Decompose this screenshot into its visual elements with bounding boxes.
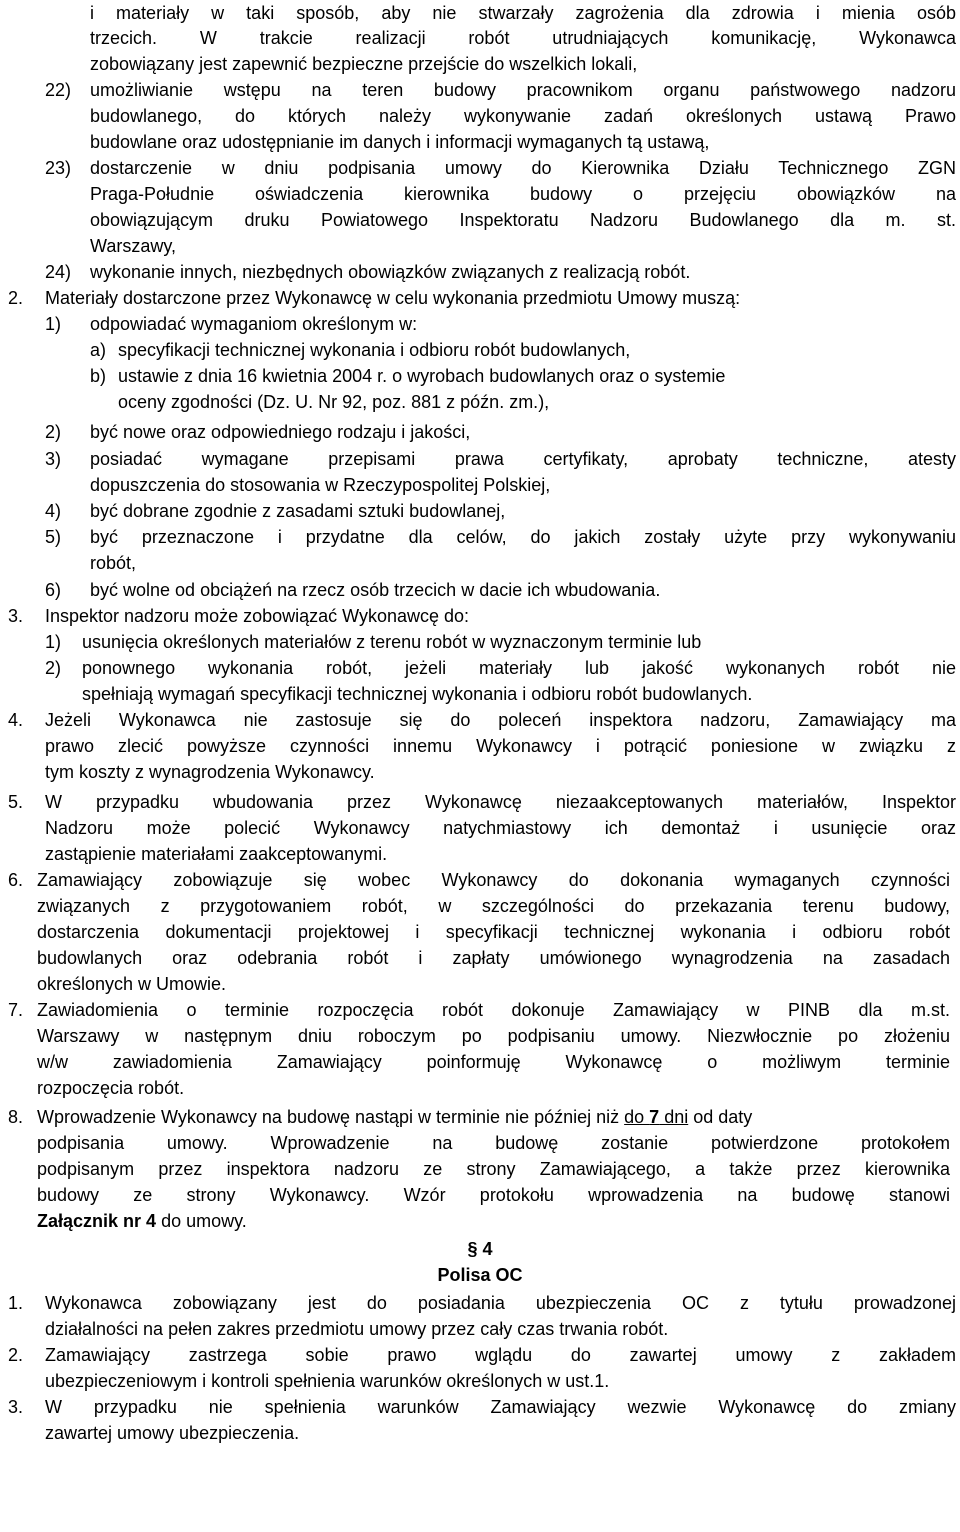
clause-number: 8. [8, 1107, 24, 1127]
paragraph-line: zawartej umowy ubezpieczenia. [45, 1423, 300, 1443]
item-number: 24) [45, 262, 72, 282]
paragraph-line: oceny zgodności (Dz. U. Nr 92, poz. 881 z późn. zm.), [118, 392, 550, 412]
paragraph-line: dopuszczenia do stosowania w Rzeczypospolitej Polskiej, [90, 475, 551, 495]
paragraph-line: być przeznaczone i przydatne dla celów, do jakich zostały użyte przy wykonywaniu [90, 527, 956, 547]
paragraph-line: budowlane oraz udostępnianie im danych i informacji wymaganych tą ustawą, [90, 132, 710, 152]
paragraph-line: dostarczenie w dniu podpisania umowy do Kierownika Działu Technicznego ZGN [90, 158, 956, 178]
text-run: od daty [688, 1107, 753, 1127]
paragraph-line: budowlanych oraz odebrania robót i zapłaty umówionego wynagrodzenia na zasadach [37, 948, 950, 968]
text-run: dni [659, 1107, 689, 1127]
paragraph-line: obowiązującym druku Powiatowego Inspektoratu Nadzoru Budowlanego dla m. st. [90, 210, 956, 230]
paragraph-line: robót, [90, 553, 137, 573]
item-number: 2) [45, 658, 62, 678]
paragraph-line: W przypadku nie spełnienia warunków Zamawiający wezwie Wykonawcę do zmiany [45, 1397, 956, 1417]
paragraph-line: usunięcia określonych materiałów z terenu robót w wyznaczonym terminie lub [82, 632, 702, 652]
underlined-deadline [624, 1107, 688, 1127]
deadline-days-value: 7 [649, 1107, 660, 1127]
paragraph-line: podpisanym przez inspektora nadzoru ze strony Zamawiającego, a także przez kierownika [37, 1159, 950, 1179]
paragraph-line: związanych z przygotowaniem robót, w szczególności do przekazania terenu budowy, [37, 896, 950, 916]
paragraph-line: Zamawiający zastrzega sobie prawo wglądu do zawartej umowy z zakładem [45, 1345, 956, 1365]
paragraph-line: zobowiązany jest zapewnić bezpieczne przejście do wszelkich lokali, [90, 54, 638, 74]
paragraph-line [37, 1104, 752, 1130]
paragraph-line: Inspektor nadzoru może zobowiązać Wykonawcę do: [45, 606, 470, 626]
item-number: 1) [45, 632, 62, 652]
paragraph-line: W przypadku wbudowania przez Wykonawcę niezaakceptowanych materiałów, Inspektor [45, 792, 956, 812]
paragraph-line: Materiały dostarczone przez Wykonawcę w celu wykonania przedmiotu Umowy muszą: [45, 288, 741, 308]
text-run: do umowy. [156, 1211, 247, 1231]
paragraph-line: trzecich. W trakcie realizacji robót utrudniających komunikację, Wykonawca [90, 28, 956, 48]
paragraph-line: ubezpieczeniowym i kontroli spełnienia warunków określonych w ust.1. [45, 1371, 610, 1391]
paragraph-line: posiadać wymagane przepisami prawa certyfikaty, aprobaty techniczne, atesty [90, 449, 956, 469]
paragraph-line: prawo zlecić powyższe czynności innemu Wykonawcy i potrącić poniesione w związku z [45, 736, 956, 756]
paragraph-line: dostarczenia dokumentacji projektowej i specyfikacji technicznej wykonania i odbioru robót [37, 922, 950, 942]
item-number: 22) [45, 80, 72, 100]
clause-number: 2. [8, 1345, 24, 1365]
paragraph-line: ustawie z dnia 16 kwietnia 2004 r. o wyrobach budowlanych oraz o systemie [118, 366, 726, 386]
clause-number: 3. [8, 1397, 24, 1417]
paragraph-line: i materiały w taki sposób, aby nie stwarzały zagrożenia dla zdrowia i mienia osób [90, 3, 956, 23]
clause-number: 2. [8, 288, 24, 308]
section-heading-number: § 4 [467, 1239, 493, 1259]
clause-number: 5. [8, 792, 24, 812]
paragraph-line: Nadzoru może polecić Wykonawcy natychmiastowy ich demontaż i usunięcie oraz [45, 818, 956, 838]
item-number: 23) [45, 158, 72, 178]
paragraph-line: budowy ze strony Wykonawcy. Wzór protokołu wprowadzenia na budowę stanowi [37, 1185, 950, 1205]
clause-number: 7. [8, 1000, 24, 1020]
item-number: 4) [45, 501, 62, 521]
paragraph-line: Praga-Południe oświadczenia kierownika budowy o przejęciu obowiązków na [90, 184, 956, 204]
item-number: 1) [45, 314, 62, 334]
paragraph-line: być dobrane zgodnie z zasadami sztuki budowlanej, [90, 501, 506, 521]
clause-number: 3. [8, 606, 24, 626]
paragraph-line: zastąpienie materiałami zaakceptowanymi. [45, 844, 388, 864]
paragraph-line: umożliwianie wstępu na teren budowy pracownikom organu państwowego nadzoru [90, 80, 956, 100]
paragraph-line: spełniają wymagań specyfikacji technicznej wykonania i odbioru robót budowlanych. [82, 684, 753, 704]
paragraph-line: określonych w Umowie. [37, 974, 227, 994]
item-number: 3) [45, 449, 62, 469]
paragraph-line: budowlanego, do których należy wykonywanie zadań określonych ustawą Prawo [90, 106, 956, 126]
item-number: 6) [45, 580, 62, 600]
paragraph-line: Wykonawca zobowiązany jest do posiadania ubezpieczenia OC z tytułu prowadzonej [45, 1293, 956, 1313]
attachment-reference: Załącznik nr 4 [37, 1211, 157, 1231]
item-number: 5) [45, 527, 62, 547]
text-run: Wprowadzenie Wykonawcy na budowę nastąpi w terminie nie później niż [37, 1107, 625, 1127]
paragraph-line: w/w zawiadomienia Zamawiający poinformuję Wykonawcę o możliwym terminie [37, 1052, 950, 1072]
paragraph-line: specyfikacji technicznej wykonania i odbioru robót budowlanych, [118, 340, 631, 360]
paragraph-line: Warszawy w następnym dniu roboczym po podpisaniu umowy. Niezwłocznie po złożeniu [37, 1026, 950, 1046]
paragraph-line: działalności na pełen zakres przedmiotu umowy przez cały czas trwania robót. [45, 1319, 669, 1339]
clause-number: 1. [8, 1293, 24, 1313]
item-number: 2) [45, 422, 62, 442]
paragraph-line: rozpoczęcia robót. [37, 1078, 185, 1098]
clause-number: 6. [8, 870, 24, 890]
paragraph-line: tym koszty z wynagrodzenia Wykonawcy. [45, 762, 375, 782]
paragraph-line: Warszawy, [90, 236, 177, 256]
item-letter: a) [90, 340, 107, 360]
paragraph-line: być wolne od obciążeń na rzecz osób trzecich w dacie ich wbudowania. [90, 580, 661, 600]
text-run: do [624, 1107, 650, 1127]
paragraph-line: być nowe oraz odpowiedniego rodzaju i jakości, [90, 422, 471, 442]
section-heading-title: Polisa OC [437, 1265, 523, 1285]
clause-number: 4. [8, 710, 24, 730]
paragraph-line [37, 1208, 247, 1234]
paragraph-line: ponownego wykonania robót, jeżeli materiały lub jakość wykonanych robót nie [82, 658, 956, 678]
paragraph-line: podpisania umowy. Wprowadzenie na budowę zostanie potwierdzone protokołem [37, 1133, 950, 1153]
item-letter: b) [90, 366, 107, 386]
paragraph-line: Zawiadomienia o terminie rozpoczęcia robót dokonuje Zamawiający w PINB dla m.st. [37, 1000, 950, 1020]
paragraph-line: Jeżeli Wykonawca nie zastosuje się do poleceń inspektora nadzoru, Zamawiający ma [45, 710, 956, 730]
paragraph-line: odpowiadać wymaganiom określonym w: [90, 314, 418, 334]
paragraph-line: wykonanie innych, niezbędnych obowiązków związanych z realizacją robót. [90, 262, 691, 282]
paragraph-line: Zamawiający zobowiązuje się wobec Wykonawcy do dokonania wymaganych czynności [37, 870, 950, 890]
